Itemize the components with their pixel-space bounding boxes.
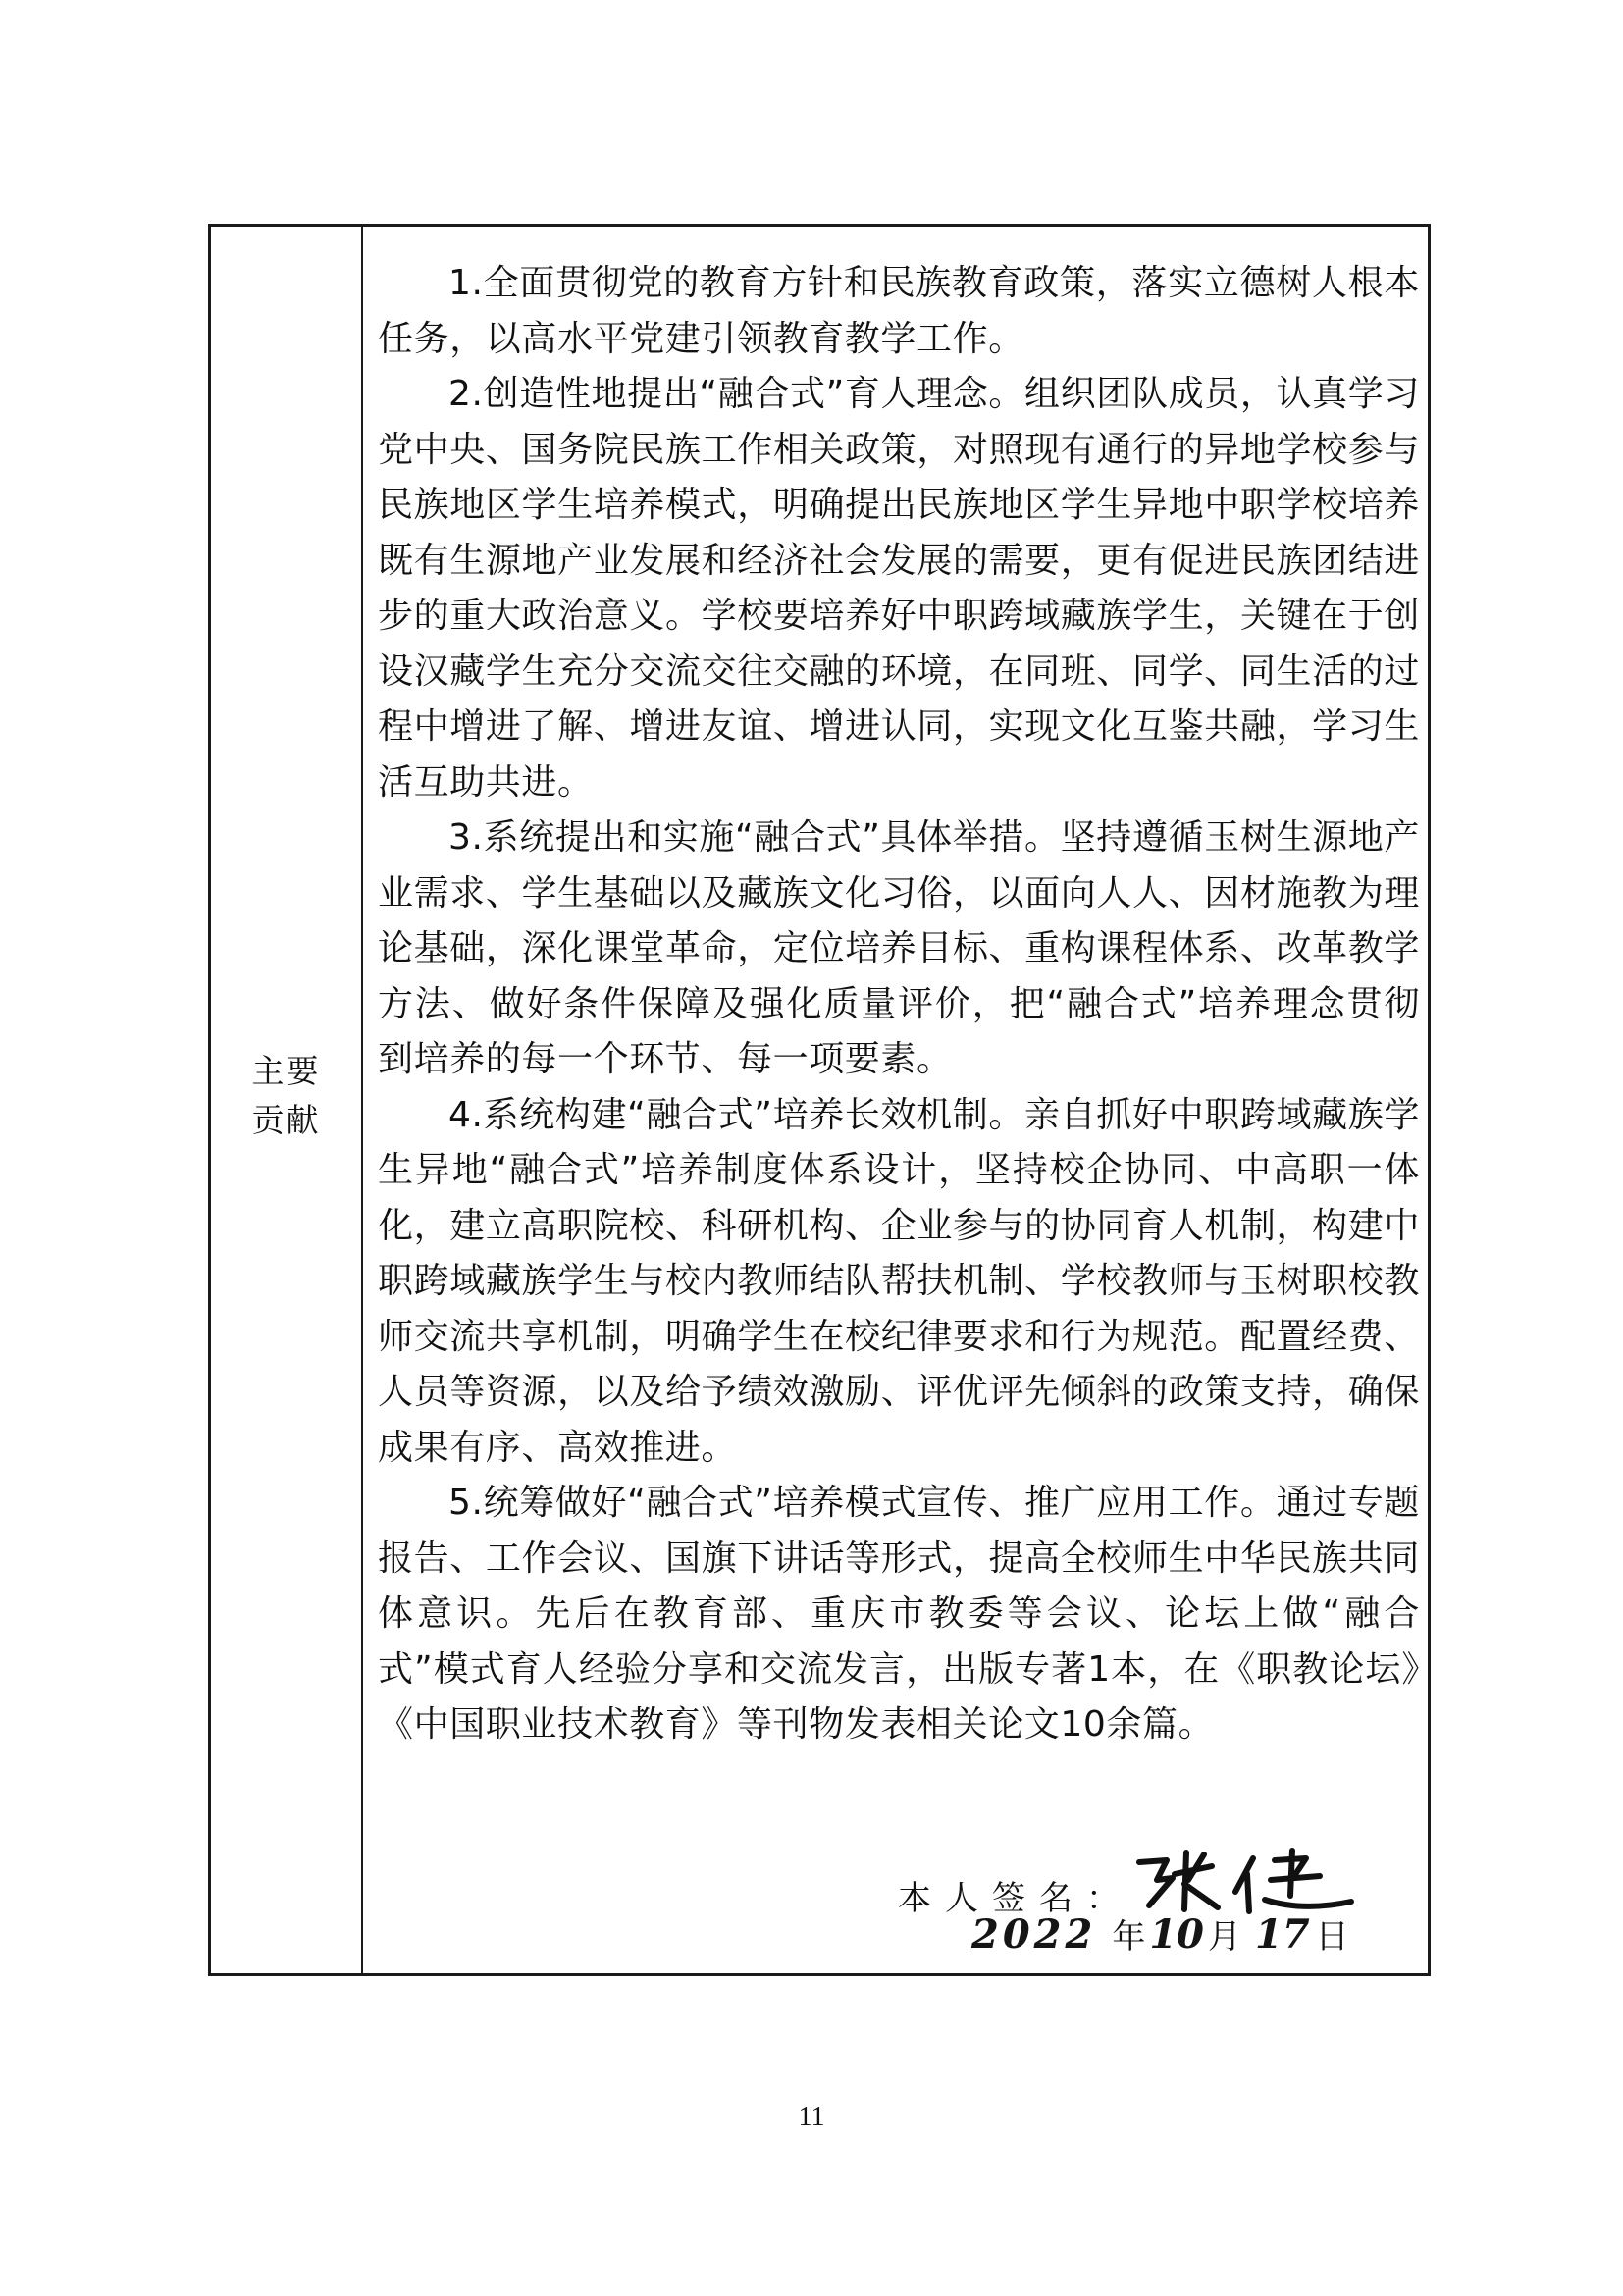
date-month: 10 — [1149, 1911, 1204, 1957]
date-month-unit: 月 — [1208, 1917, 1241, 1957]
date-year: 2022 — [971, 1911, 1097, 1957]
contribution-paragraph-4: 4.系统构建“融合式”培养长效机制。亲自抓好中职跨域藏族学生异地“融合式”培养制度体系设计，坚持校企协同、中高职一体化，建立高职院校、科研机构、企业参与的协同育人机制，构建中职跨域藏族学生与校内教师结队帮扶机制、学校教师与玉树职校教师交流共享机制，明确学生在校纪律要求和行为规范。配置经费、人员等资源，以及给予绩效激励、评优评先倾斜的政策支持，确保成果有序、高效推进。 — [378, 1094, 1420, 1468]
date-day-unit: 日 — [1315, 1917, 1349, 1957]
date-year-unit: 年 — [1112, 1917, 1146, 1957]
contribution-content — [378, 256, 1420, 1753]
column-divider — [361, 227, 363, 1973]
contribution-paragraph-3: 3.系统提出和实施“融合式”具体举措。坚持遵循玉树生源地产业需求、学生基础以及藏族文化习俗，以面向人人、因材施教为理论基础，深化课堂革命，定位培养目标、重构课程体系、改革教学方法、做好条件保障及强化质量评价，把“融合式”培养理念贯彻到培养的每一个环节、每一项要素。 — [378, 817, 1420, 1079]
contribution-paragraph-2: 2.创造性地提出“融合式”育人理念。组织团队成员，认真学习党中央、国务院民族工作相关政策，对照现有通行的异地学校参与民族地区学生培养模式，明确提出民族地区学生异地中职学校培养既有生源地产业发展和经济社会发展的需要，更有促进民族团结进步的重大政治意义。学校要培养好中职跨域藏族学生，关键在于创设汉藏学生充分交流交往交融的环境，在同班、同学、同生活的过程中增进了解、增进友谊、增进认同，实现文化互鉴共融，学习生活互助共进。 — [378, 374, 1420, 803]
signature-row — [898, 1841, 1363, 1919]
section-label-line2: 贡献 — [251, 1101, 321, 1139]
contribution-paragraph-1: 1.全面贯彻党的教育方针和民族教育政策，落实立德树人根本任务，以高水平党建引领教育教学工作。 — [378, 263, 1420, 359]
signature-date — [971, 1909, 1349, 1957]
section-label-line1: 主要 — [251, 1052, 321, 1090]
signature-label: 本人签名： — [898, 1879, 1133, 1918]
contribution-table — [208, 224, 1431, 1976]
section-label — [247, 1047, 326, 1145]
handwritten-signature — [1127, 1841, 1363, 1919]
date-day: 17 — [1255, 1911, 1310, 1957]
section-label-cell — [211, 227, 361, 1973]
contribution-paragraph-5: 5.统筹做好“融合式”培养模式宣传、推广应用工作。通过专题报告、工作会议、国旗下讲话等形式，提高全校师生中华民族共同体意识。先后在教育部、重庆市教委等会议、论坛上做“融合式”模式育人经验分享和交流发言，出版专著1本，在《职教论坛》《中国职业技术教育》等刊物发表相关论文10余篇。 — [378, 1483, 1420, 1745]
page-number: 11 — [798, 2102, 825, 2132]
